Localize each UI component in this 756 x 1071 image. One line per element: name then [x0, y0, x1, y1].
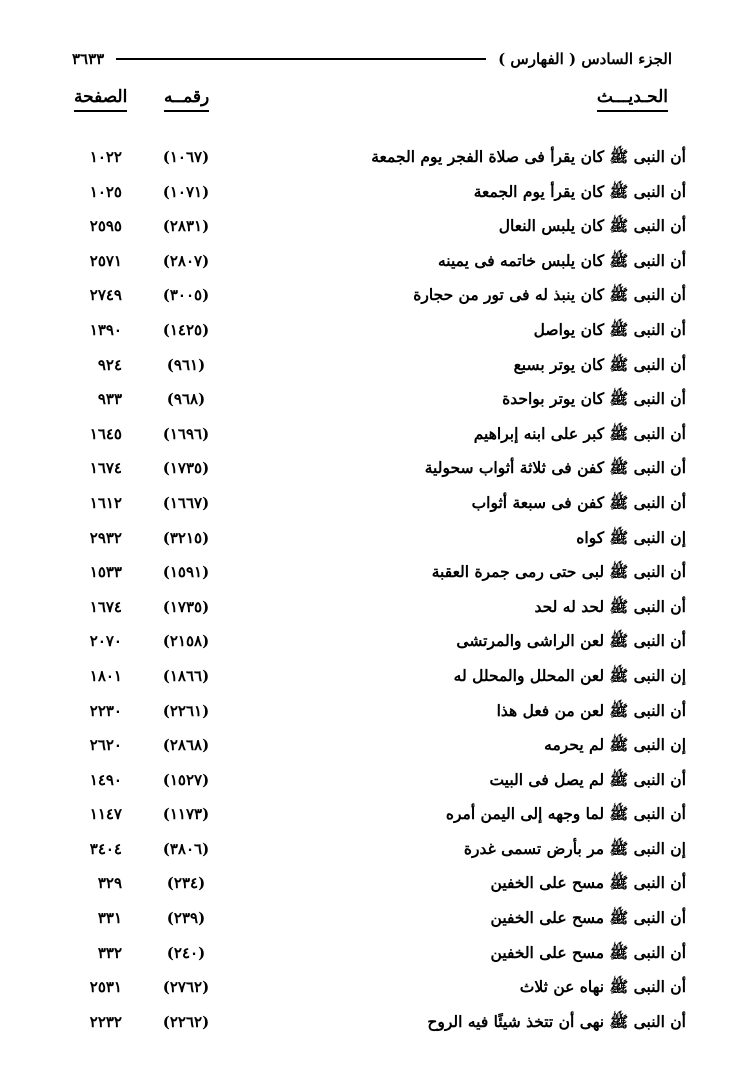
hadith-text: أن النبى ﷺ نهاه عن ثلاث [519, 977, 686, 997]
hadith-number: (٣٠٠٥) [162, 286, 210, 305]
page-reference: ١٣٩٠ [89, 320, 122, 339]
page-reference: ١٨٠١ [89, 666, 122, 685]
page-reference: ١٠٢٢ [89, 148, 122, 166]
hadith-text: أن النبى ﷺ لعن الراشى والمرتشى [456, 631, 686, 651]
hadith-number: (٢٢٦٢) [162, 1012, 210, 1031]
index-entry [0, 694, 756, 729]
page-reference: ٢٧٤٩ [89, 286, 122, 305]
page-reference: ١٦٧٤ [89, 597, 122, 616]
hadith-number: (١٦٩٦) [162, 424, 210, 443]
hadith-text: إن النبى ﷺ مر بأرض تسمى غدرة [463, 838, 686, 858]
index-entry [0, 140, 756, 175]
index-entry [0, 382, 756, 417]
page-reference: ١٦٤٥ [89, 424, 122, 443]
index-entry [0, 555, 756, 590]
hadith-number: (١٥٩١) [162, 563, 210, 582]
hadith-text: أن النبى ﷺ لحد له لحد [534, 596, 686, 616]
hadith-number: (١٧٣٥) [162, 459, 210, 478]
index-entry [0, 763, 756, 798]
hadith-number: (١٧٣٥) [162, 597, 210, 616]
index-entries [0, 140, 756, 1039]
page-number: ٣٦٣٣ [72, 50, 105, 68]
hadith-text: إن النبى ﷺ كواه [576, 527, 686, 547]
index-entry [0, 797, 756, 832]
page-reference: ٢٢٣٢ [89, 1012, 122, 1031]
hadith-text: أن النبى ﷺ كان يلبس النعال [498, 216, 686, 236]
index-entry [0, 624, 756, 659]
page-reference: ٩٢٤ [97, 355, 122, 374]
page-reference: ٢٩٣٢ [89, 528, 122, 547]
hadith-number: (١٦٦٧) [162, 493, 210, 512]
hadith-number: (١٨٦٦) [162, 666, 210, 685]
hadith-text: أن النبى ﷺ لما وجهه إلى اليمن أمره [445, 804, 686, 824]
page-reference: ٢٠٧٠ [89, 632, 122, 651]
hadith-text: أن النبى ﷺ كفن فى سبعة أثواب [471, 492, 686, 512]
index-entry [0, 590, 756, 625]
column-header-hadith: الحـديـــث [597, 86, 668, 112]
page-reference: ١١٤٧ [89, 805, 122, 824]
hadith-text: أن النبى ﷺ مسح على الخفين [490, 908, 686, 928]
page-reference: ٢٢٣٠ [89, 701, 122, 720]
hadith-text: أن النبى ﷺ نهى أن تتخذ شيئًا فيه الروح [427, 1011, 686, 1031]
index-entry [0, 313, 756, 348]
hadith-text: أن النبى ﷺ كبر على ابنه إبراهيم [473, 423, 686, 443]
index-entry [0, 866, 756, 901]
hadith-text: أن النبى ﷺ كان يواصل [533, 319, 686, 339]
hadith-text: أن النبى ﷺ كان يقرأ يوم الجمعة [473, 181, 686, 201]
hadith-number: (١٠٧١) [162, 182, 210, 201]
column-header-page: الصفحة [74, 86, 127, 112]
page-reference: ٣٤٠٤ [89, 839, 122, 858]
hadith-text: أن النبى ﷺ مسح على الخفين [490, 942, 686, 962]
hadith-number: (١٤٢٥) [162, 320, 210, 339]
hadith-text: أن النبى ﷺ كان يلبس خاتمه فى يمينه [437, 250, 686, 270]
page-reference: ١٦٧٤ [89, 459, 122, 478]
hadith-text: أن النبى ﷺ كان يوتر بواحدة [502, 389, 686, 409]
running-header [72, 46, 672, 72]
running-title: الجزء السادس ( الفهارس ) [498, 50, 672, 68]
column-header-number: رقمــه [164, 86, 209, 112]
page-reference: ١٥٣٣ [89, 563, 122, 582]
hadith-text: أن النبى ﷺ لبى حتى رمى جمرة العقبة [431, 562, 686, 582]
index-entry [0, 244, 756, 279]
hadith-number: (١٥٢٧) [162, 770, 210, 789]
hadith-text: أن النبى ﷺ كان يوتر بسبع [513, 354, 686, 374]
page-reference: ٢٥٩٥ [89, 217, 122, 236]
hadith-number: (١١٧٣) [162, 805, 210, 824]
index-entry [0, 659, 756, 694]
index-entry [0, 728, 756, 763]
hadith-number: (٩٦٨) [166, 390, 206, 409]
index-entry [0, 832, 756, 867]
index-entry [0, 970, 756, 1005]
index-entry [0, 451, 756, 486]
page-reference: ١٠٢٥ [89, 182, 122, 201]
hadith-text: أن النبى ﷺ لعن من فعل هذا [496, 700, 686, 720]
hadith-number: (٩٦١) [166, 355, 206, 374]
index-entry [0, 521, 756, 556]
index-entry [0, 209, 756, 244]
index-entry [0, 936, 756, 971]
hadith-number: (٢٨٠٧) [162, 251, 210, 270]
hadith-number: (١٠٦٧) [162, 148, 210, 166]
index-entry [0, 348, 756, 383]
hadith-text: أن النبى ﷺ كفن فى ثلاثة أثواب سحولية [424, 458, 686, 478]
hadith-text: إن النبى ﷺ لعن المحلل والمحلل له [453, 665, 686, 685]
hadith-text: أن النبى ﷺ كان يقرأ فى صلاة الفجر يوم الجمعة [371, 147, 686, 166]
hadith-number: (٢٨٦٨) [162, 736, 210, 755]
hadith-number: (٢٢٦١) [162, 701, 210, 720]
page-reference: ٢٦٢٠ [89, 736, 122, 755]
hadith-text: إن النبى ﷺ لم يحرمه [544, 735, 686, 755]
hadith-number: (٢٤٠) [166, 943, 206, 962]
hadith-number: (٢١٥٨) [162, 632, 210, 651]
page-reference: ٣٢٩ [97, 874, 122, 893]
page-reference: ٩٣٣ [97, 390, 122, 409]
header-rule [116, 58, 486, 60]
hadith-number: (٢٧٦٢) [162, 978, 210, 997]
hadith-number: (٢٣٩) [166, 909, 206, 928]
hadith-text: أن النبى ﷺ مسح على الخفين [490, 873, 686, 893]
page-reference: ٢٥٣١ [89, 978, 122, 997]
hadith-number: (٣٢١٥) [162, 528, 210, 547]
hadith-number: (٣٨٠٦) [162, 839, 210, 858]
hadith-number: (٢٨٣١) [162, 217, 210, 236]
page-reference: ٣٣٢ [97, 943, 122, 962]
hadith-text: أن النبى ﷺ كان ينبذ له فى تور من حجارة [413, 285, 686, 305]
index-entry [0, 486, 756, 521]
index-entry [0, 417, 756, 452]
index-entry [0, 278, 756, 313]
hadith-number: (٢٣٤) [166, 874, 206, 893]
page-reference: ١٦١٢ [89, 493, 122, 512]
index-entry [0, 901, 756, 936]
hadith-text: أن النبى ﷺ لم يصل فى البيت [489, 769, 686, 789]
index-entry [0, 175, 756, 210]
index-entry [0, 1005, 756, 1040]
page-reference: ٢٥٧١ [89, 251, 122, 270]
page-reference: ١٤٩٠ [89, 770, 122, 789]
page-reference: ٣٣١ [97, 909, 122, 928]
